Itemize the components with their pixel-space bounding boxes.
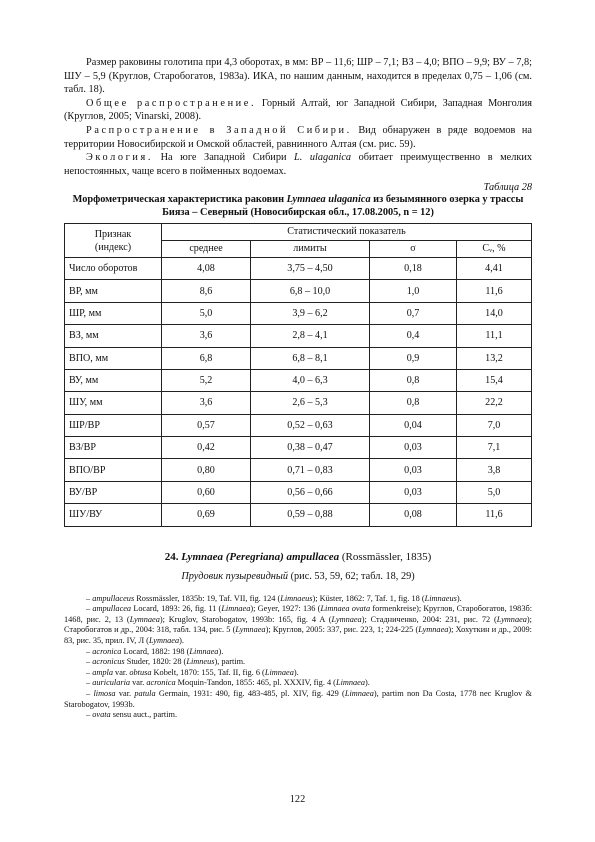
cell-limits: 0,71 – 0,83: [251, 459, 370, 481]
cell-mean: 0,69: [162, 504, 251, 526]
taxon-name: acronica: [146, 678, 176, 688]
cell-feature: ШУ/ВУ: [65, 504, 162, 526]
synonymy-entry: – auricularia var. acronica Moquin-Tandon, 1855: 465, pl. XXXIV, fig. 4 (Limnaea).: [86, 678, 370, 688]
cell-cv: 11,1: [457, 325, 532, 347]
cell-feature: ВЗ/ВР: [65, 437, 162, 459]
taxon-name: Limnaea: [344, 688, 374, 698]
paragraph-west-siberia-distribution: [64, 124, 532, 151]
cell-cv: 13,2: [457, 347, 532, 369]
cell-feature: ШУ, мм: [65, 392, 162, 414]
table-row: [65, 414, 532, 436]
table-caption: Таблица 28: [483, 182, 532, 194]
synonymy-list: [64, 594, 532, 721]
taxon-name: ampla: [92, 667, 113, 677]
taxon-name: Limneus: [186, 657, 215, 667]
cell-feature: ВПО/ВР: [65, 459, 162, 481]
section-taxon: Lymnaea (Peregriana) ampullacea: [181, 550, 340, 563]
taxon-name: acronica: [92, 646, 122, 656]
section-author: (Rossmässler, 1835): [339, 550, 432, 563]
heading-ecology: Экология.: [86, 152, 154, 164]
section-number: 24.: [164, 550, 182, 563]
synonymy-entry: – ampla var. obtusa Kobelt, 1870: 155, Taf. II, fig. 6 (Limnaea).: [86, 667, 299, 677]
cell-mean: 4,08: [162, 257, 251, 279]
cell-sigma: 1,0: [370, 280, 457, 302]
header-limits: лимиты: [251, 240, 370, 257]
header-feature: [65, 223, 162, 257]
cell-feature: ШР/ВР: [65, 414, 162, 436]
table-row: [65, 302, 532, 324]
taxon-name: patula: [134, 688, 156, 698]
cell-sigma: 0,8: [370, 392, 457, 414]
cell-cv: 3,8: [457, 459, 532, 481]
synonymy-entry: – acronicus Studer, 1820: 28 (Limneus), partim.: [86, 657, 246, 667]
cell-mean: 0,80: [162, 459, 251, 481]
synonymy-entry: – ampullaceus Rossmässler, 1835b: 19, Taf. VII, fig. 124 (Limnaeus); Küster, 1862: 7, Taf. 1, fig. 18 (Limnaeus).: [86, 593, 462, 603]
cell-limits: 0,59 – 0,88: [251, 504, 370, 526]
cell-mean: 8,6: [162, 280, 251, 302]
cell-limits: 4,0 – 6,3: [251, 369, 370, 391]
taxon-name: Limnaea: [264, 667, 294, 677]
table-row: [65, 325, 532, 347]
synonymy-entry: – ovata sensu auct., partim.: [86, 710, 178, 720]
header-sigma: σ: [370, 240, 457, 257]
table-title-end: из безымянного озерка у трассы Бияза – Северный (Новосибирская обл., 17.08.2005, n = 12): [162, 194, 524, 219]
species-common-name: Прудовик пузыревидный: [181, 570, 289, 582]
taxon-name: acronicus: [92, 657, 125, 667]
cell-sigma: 0,18: [370, 257, 457, 279]
header-statistic: Статистический показатель: [162, 223, 532, 240]
taxon-name: ovata: [92, 710, 111, 720]
cell-cv: 4,41: [457, 257, 532, 279]
cell-mean: 0,57: [162, 414, 251, 436]
morphometric-table: [64, 223, 532, 527]
cell-mean: 0,60: [162, 481, 251, 503]
page-content: [64, 56, 532, 721]
cell-cv: 15,4: [457, 369, 532, 391]
taxon-name: ampullaceus: [92, 593, 135, 603]
cell-feature: ШР, мм: [65, 302, 162, 324]
table-row: [65, 280, 532, 302]
taxon-name: Lymnaea: [418, 625, 449, 635]
taxon-name: limosa: [93, 688, 116, 698]
table-title-start: Морфометрическая характеристика раковин: [72, 194, 287, 206]
cell-cv: 7,0: [457, 414, 532, 436]
general-distribution-text: Горный Алтай, юг Западной Сибири, Западная Монголия (Круглов, 2005; Vinarski, 2008).: [64, 97, 532, 123]
synonymy-entry: – acronica Locard, 1882: 198 (Limnaea).: [86, 646, 224, 656]
table-row: [65, 437, 532, 459]
section-heading: [64, 551, 532, 563]
cell-cv: 5,0: [457, 481, 532, 503]
cell-cv: 7,1: [457, 437, 532, 459]
taxon-name: ampullacea: [92, 604, 132, 614]
paragraph-shell-size: Размер раковины голотипа при 4,3 оборотах, в мм: ВР – 11,6; ШР – 7,1; ВЗ – 4,0; ВПО – 9,9; ВУ – 7,8; ШУ – 5,9 (Круглов, Старобогатов, 1983а). ИКА, по нашим данным, находится в пределах 0,75 – 1,06 (см. табл. 18).: [64, 57, 532, 96]
header-feature-label: Признак (индекс): [94, 229, 132, 254]
header-cv: Cᵥ, %: [457, 240, 532, 257]
taxon-name: Limnaea ovata: [320, 604, 371, 614]
taxon-name: Limnaeus: [280, 593, 313, 603]
cell-feature: ВУ/ВР: [65, 481, 162, 503]
cell-cv: 14,0: [457, 302, 532, 324]
cell-limits: 6,8 – 10,0: [251, 280, 370, 302]
cell-sigma: 0,03: [370, 481, 457, 503]
cell-feature: Число оборотов: [65, 257, 162, 279]
taxon-name: Lymnaea: [129, 614, 160, 624]
synonymy-entry: – limosa var. patula Germain, 1931: 490, fig. 483-485, pl. XIV, fig. 429 (Limnaea), partim non Da Costa, 1778 nec Kruglov & Starobogatov, 1993b.: [64, 688, 532, 709]
table-row: [65, 504, 532, 526]
cell-limits: 0,56 – 0,66: [251, 481, 370, 503]
table-row: [65, 392, 532, 414]
cell-sigma: 0,03: [370, 437, 457, 459]
paragraph-general-distribution: [64, 97, 532, 124]
section-subtitle: [64, 571, 532, 582]
cell-limits: 2,6 – 5,3: [251, 392, 370, 414]
cell-limits: 2,8 – 4,1: [251, 325, 370, 347]
table-row: [65, 481, 532, 503]
cell-mean: 5,0: [162, 302, 251, 324]
heading-general-distribution: Общее распространение.: [86, 97, 257, 109]
cell-cv: 22,2: [457, 392, 532, 414]
taxon-name: Limnaea: [189, 646, 219, 656]
cell-sigma: 0,08: [370, 504, 457, 526]
taxon-name: Lymnaea: [148, 636, 180, 645]
taxon-name: auricularia: [92, 678, 131, 688]
cell-feature: ВЗ, мм: [65, 325, 162, 347]
cell-cv: 11,6: [457, 280, 532, 302]
cell-mean: 0,42: [162, 437, 251, 459]
ecology-text-start: На юге Западной Сибири: [153, 152, 295, 164]
heading-west-siberia-distribution: Распространение в Западной Сибири.: [86, 124, 352, 136]
species-figure-refs: (рис. 53, 59, 62; табл. 18, 29): [288, 570, 415, 582]
table-header-row: [65, 223, 532, 240]
ecology-species-name: L. ulaganica: [294, 152, 352, 164]
header-mean: среднее: [162, 240, 251, 257]
west-siberia-distribution-text: Вид обнаружен в ряде водоемов на территории Новосибирской и Омской областей, равнинного Алтая (см. рис. 59).: [64, 124, 532, 150]
cell-cv: 11,6: [457, 504, 532, 526]
cell-limits: 3,75 – 4,50: [251, 257, 370, 279]
cell-sigma: 0,04: [370, 414, 457, 436]
ecology-text-end: обитает преимущественно в мелких непостоянных, чаще всего в пойменных водоемах.: [64, 152, 532, 177]
table-title: [64, 194, 532, 220]
table-row: [65, 459, 532, 481]
table-title-species: Lymnaea ulaganica: [286, 194, 371, 206]
table-row: [65, 369, 532, 391]
cell-feature: ВПО, мм: [65, 347, 162, 369]
page-number: 122: [289, 794, 306, 805]
table-row: [65, 257, 532, 279]
cell-mean: 6,8: [162, 347, 251, 369]
cell-limits: 0,38 – 0,47: [251, 437, 370, 459]
taxon-name: Lymnaea: [235, 625, 266, 635]
cell-sigma: 0,03: [370, 459, 457, 481]
cell-limits: 3,9 – 6,2: [251, 302, 370, 324]
taxon-name: Limnaea: [335, 678, 365, 688]
taxon-name: Lymnaea: [496, 614, 527, 624]
cell-mean: 3,6: [162, 392, 251, 414]
taxon-name: Lymnaea: [331, 614, 362, 624]
table-row: [65, 347, 532, 369]
table-body: [65, 257, 532, 526]
taxon-name: Limnaeus: [424, 593, 457, 603]
cell-limits: 6,8 – 8,1: [251, 347, 370, 369]
cell-feature: ВУ, мм: [65, 369, 162, 391]
cell-mean: 3,6: [162, 325, 251, 347]
synonymy-entry: – ampullacea Locard, 1893: 26, fig. 11 (Limnaea); Geyer, 1927: 136 (Limnaea ovata formenkreise); Круглов, Старобогатов, 1983б: 1468, рис. 2, 13 (Lymnaea); Kruglov, Starobogatov, 1993b: 165, fig. 4 A (Lymnaea); Стадниченко, 2004: 231, рис. 72 (Lymnaea); Старобогатов и др., 2004: 318, табл. 134, рис. 5 (Lymnaea); Круглов, 2005: 337, рис. 223, 1; 224-225 (Lymnaea); Хохуткин и др., 2009: 83, рис. 35, прил. IV, Л (Lymnaea).: [64, 604, 532, 645]
cell-sigma: 0,9: [370, 347, 457, 369]
cell-mean: 5,2: [162, 369, 251, 391]
cell-feature: ВР, мм: [65, 280, 162, 302]
cell-sigma: 0,4: [370, 325, 457, 347]
taxon-name: obtusa: [129, 667, 152, 677]
taxon-name: Limnaea: [221, 604, 251, 614]
cell-sigma: 0,8: [370, 369, 457, 391]
cell-limits: 0,52 – 0,63: [251, 414, 370, 436]
cell-sigma: 0,7: [370, 302, 457, 324]
paragraph-ecology: [64, 151, 532, 178]
